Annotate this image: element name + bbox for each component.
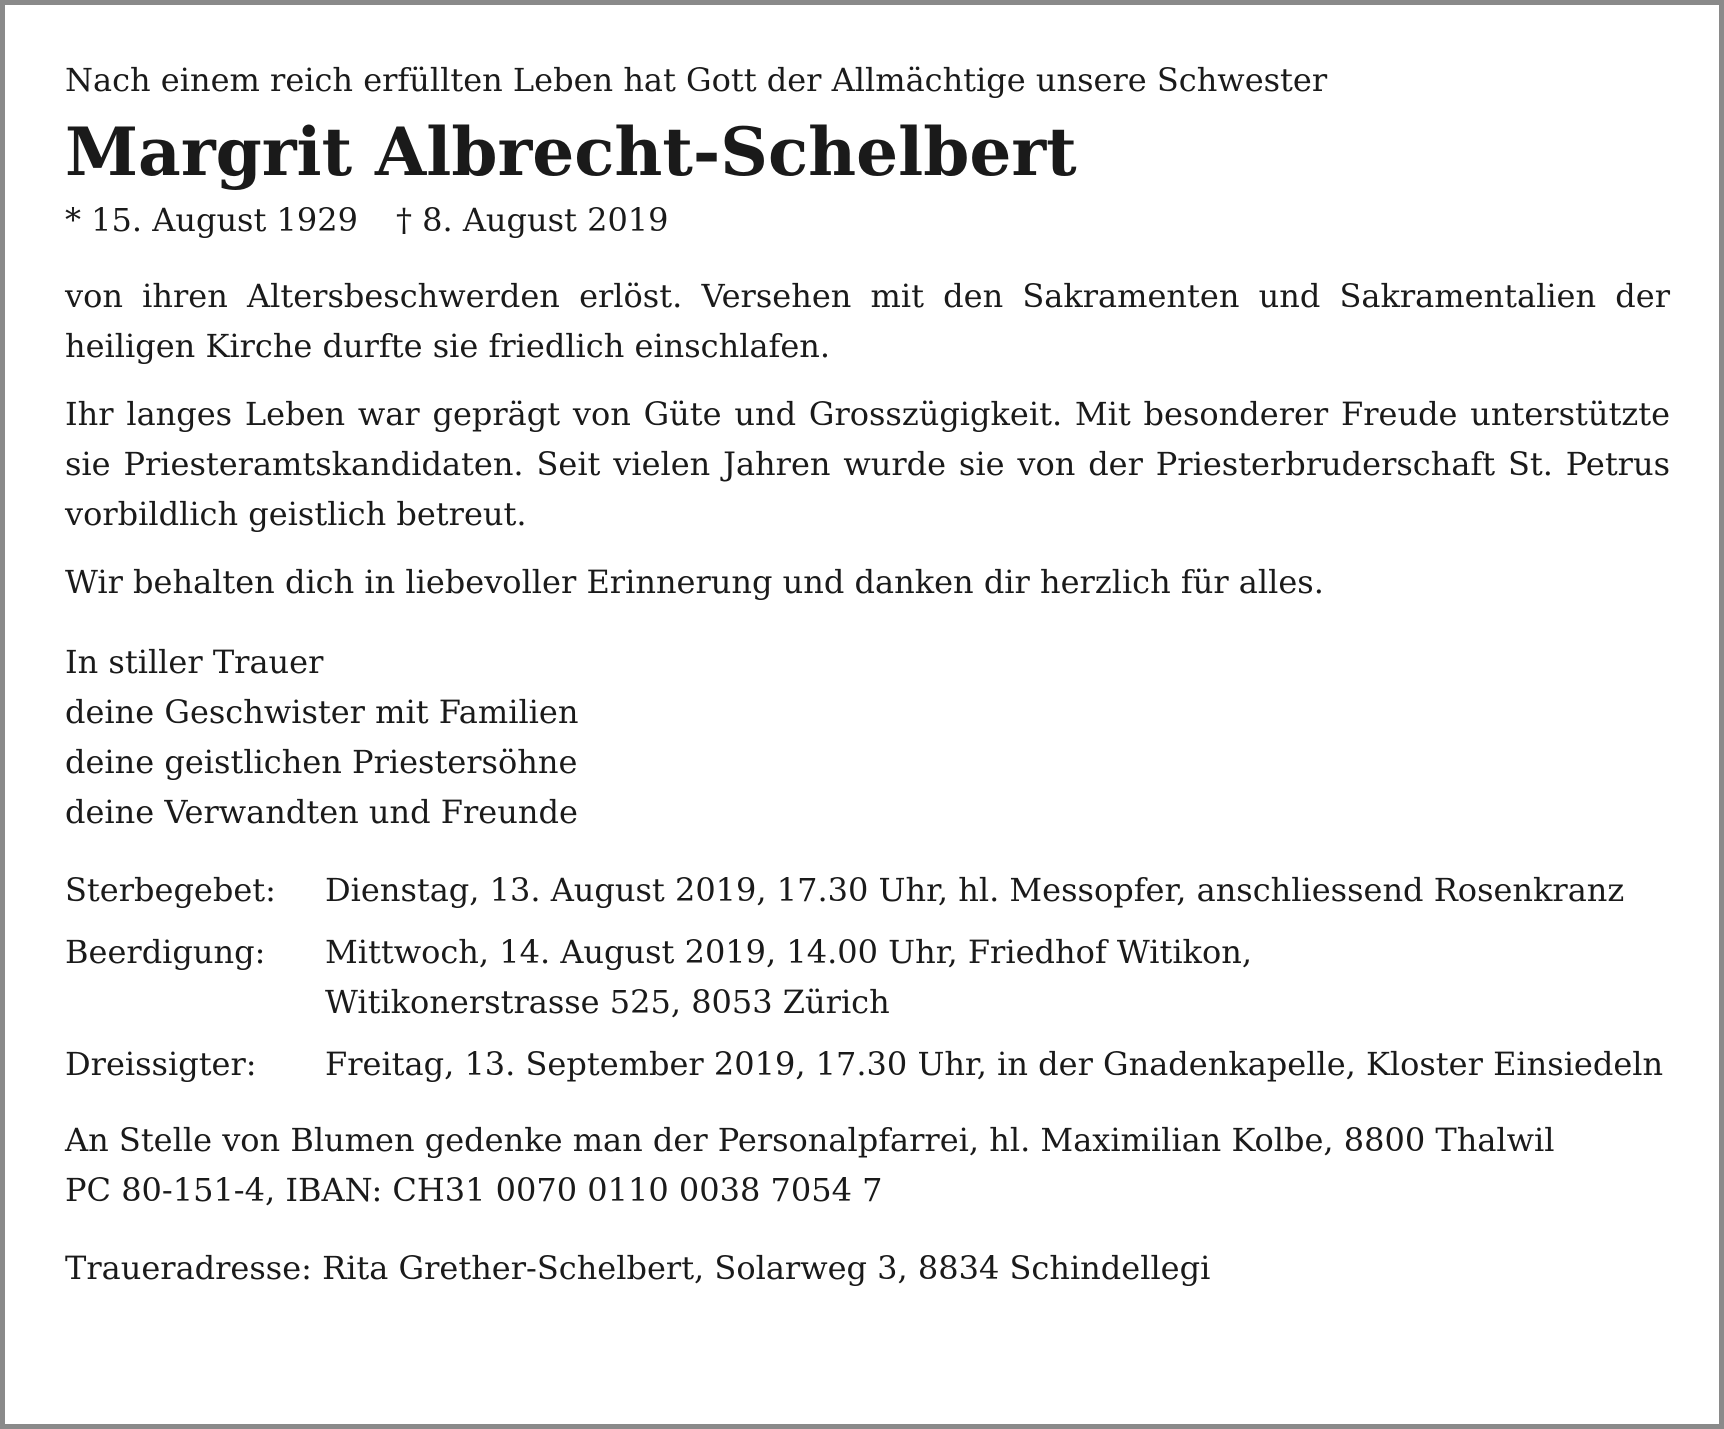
events-block	[65, 865, 1670, 1089]
event-detail-line: Freitag, 13. September 2019, 17.30 Uhr, in der Gnadenkapelle, Kloster Einsiedeln	[325, 1045, 1664, 1083]
paragraph-life: Ihr langes Leben war geprägt von Güte und Grosszügigkeit. Mit besonderer Freude unterstützte sie Priesteramtskandidaten. Seit vielen Jahren wurde sie von der Priesterbruderschaft St. Petrus vorbildlich geistlich betreut.	[65, 395, 1670, 533]
deceased-name: Margrit Albrecht-Schelbert	[65, 113, 1077, 191]
event-detail-line: Witikonerstrasse 525, 8053 Zürich	[325, 983, 890, 1021]
mourners-block	[65, 637, 1670, 837]
event-details	[325, 1039, 1670, 1089]
notice-content	[65, 55, 1670, 1293]
donation-line: An Stelle von Blumen gedenke man der Personalpfarrei, hl. Maximilian Kolbe, 8800 Thalwil	[65, 1121, 1555, 1159]
mourning-address: Traueradresse: Rita Grether-Schelbert, Solarweg 3, 8834 Schindellegi	[65, 1249, 1211, 1287]
event-dreissigster	[65, 1039, 1670, 1089]
event-label: Dreissigter:	[65, 1045, 257, 1083]
event-detail-line: Mittwoch, 14. August 2019, 14.00 Uhr, Friedhof Witikon,	[325, 933, 1252, 971]
mourners-line: deine Verwandten und Freunde	[65, 793, 578, 831]
intro-line: Nach einem reich erfüllten Leben hat Gott der Allmächtige unsere Schwester	[65, 61, 1328, 99]
death-date: † 8. August 2019	[395, 201, 669, 239]
paragraph-release: von ihren Altersbeschwerden erlöst. Versehen mit den Sakramenten und Sakramentalien der heiligen Kirche durfte sie friedlich einschlafen.	[65, 277, 1670, 365]
event-details	[325, 865, 1670, 915]
event-detail-line: Dienstag, 13. August 2019, 17.30 Uhr, hl. Messopfer, anschliessend Rosenkranz	[325, 871, 1625, 909]
event-label: Sterbegebet:	[65, 871, 276, 909]
birth-date: * 15. August 1929	[65, 201, 358, 239]
mourners-line: deine Geschwister mit Familien	[65, 693, 579, 731]
donation-block	[65, 1115, 1670, 1215]
mourners-line: In stiller Trauer	[65, 643, 324, 681]
event-details	[325, 927, 1670, 1027]
life-dates	[65, 197, 1670, 243]
paragraph-remembrance: Wir behalten dich in liebevoller Erinnerung und danken dir herzlich für alles.	[65, 563, 1324, 601]
mourners-line: deine geistlichen Priestersöhne	[65, 743, 578, 781]
event-sterbegebet	[65, 865, 1670, 915]
event-beerdigung	[65, 927, 1670, 1027]
event-label: Beerdigung:	[65, 933, 266, 971]
bank-details-line: PC 80-151-4, IBAN: CH31 0070 0110 0038 7054 7	[65, 1171, 883, 1209]
